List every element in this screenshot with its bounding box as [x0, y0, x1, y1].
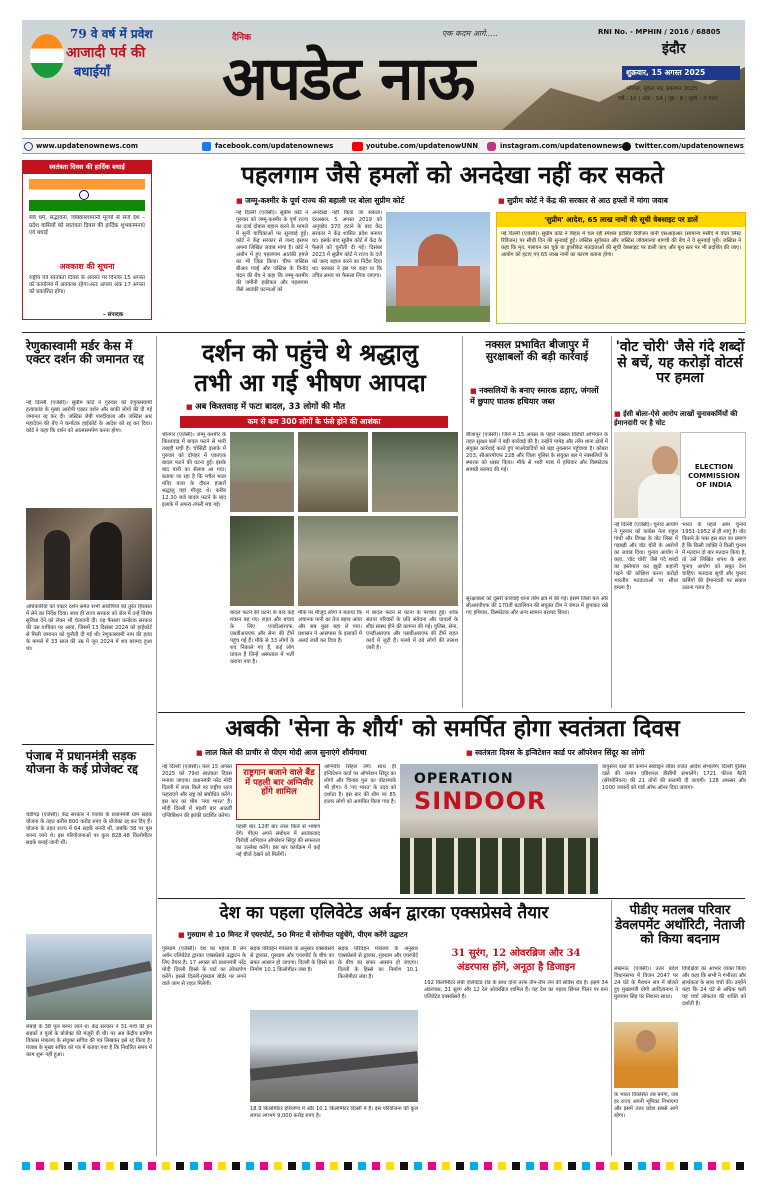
flag-image: [29, 179, 145, 211]
sindoor-subhead-1: ■ लाल किले की प्राचीर से पीएम मोदी आज सुनाएंगे शौर्यगाथा: [196, 748, 367, 757]
sindoor-text: SINDOOR: [414, 787, 547, 815]
sindoor-column-3: अग्निवीर सिंहल लेंगे। साथ ही इन्विटेशन कार्ड पर ऑपरेशन सिंदूर का लोगो और चिनाब पुल का वॉटरमार्क भी होगा। ये 'नए भारत' के उदय को दर्शाता है। इस बार की थीम पर 85 हजार लोगों को आमंत्रित किया गया है।: [324, 764, 396, 805]
agniveer-box-text: राष्ट्रगान बजाने वाले बैंड में पहली बार अग्निवीर होंगे शामिल: [243, 768, 315, 798]
yogi-photo: [614, 1022, 678, 1088]
greeting-header: स्वतंत्रता दिवस की हार्दिक बधाई: [23, 161, 151, 174]
dwarka-subhead-text: गुरुग्राम से 10 मिनट में एयरपोर्ट, 50 मिनट में सोनीपत पहुंचेंगे, पीएम करेंगे उद्घाटन: [187, 930, 408, 939]
naxal-body: बीजापुर (एजेंसी)। जिले में 15 अगस्त के पहले नक्सल विरोधी अभियान के तहत सुरक्षा बलों ने बड़ी कार्रवाई की है। उन्होंने पामेड़ और तर्रेम थाना क्षेत्रों में संयुक्त कार्रवाई करते हुए माओवादियों को बड़ा नुकसान पहुंचाया है। कोबरा 203, सीआरपीएफ 228 और जिला पुलिस के संयुक्त बल ने नक्सलियों के स्मारक को ध्वस्त किया। मौके से भारी मात्रा में हथियार और विस्फोटक सामग्री बरामद की गई।: [466, 432, 608, 473]
anniversary-badge: [30, 26, 170, 96]
votechori-column-1: नई दिल्ली (एजेंसी)। चुनाव आयोग ने गुरुवार को कांग्रेस नेता राहुल गांधी और विपक्ष के वोट लिस्ट में गड़बड़ी और वोट चोरी के आरोपों का जवाब दिया। चुनाव आयोग ने कहा, 'वोट चोरी' जैसे गंदे शब्दों का इस्तेमाल कर झूठी कहानी गढ़ने की कोशिश करना करोड़ों भारतीय मतदाताओं पर सीधा हमला है।: [614, 522, 678, 591]
naxal-bullet: ■ नक्सलियों के बनाए स्मारक ढहाए, जंगलों में छुपाए घातक हथियार जब्त: [470, 386, 599, 406]
divider-top: [22, 332, 745, 333]
operation-text: OPERATION: [414, 771, 514, 787]
disaster-headline-2: तभी आ गई भीषण आपदा: [194, 368, 426, 397]
punjab-body: चंडीगढ़ (एजेंसी)। केंद्र सरकार ने पंजाब के प्रधानमंत्री ग्राम सड़क योजना के तहत करीब 800 करोड़ रुपए के प्रोजेक्ट रद्द कर दिए हैं। योजना के तहत राज्य में 64 सड़कें बननी थीं, जबकि 38 पर पुल बनना जाने थे। इस परियोजनाओं पर कुल 828.48 किलोमीटर सड़कें बनाई जानी थीं।: [26, 812, 152, 846]
flood-photo-5: [298, 516, 458, 606]
dwarka-subhead: ■ गुरुग्राम से 10 मिनट में एयरपोर्ट, 50 मिनट में सोनीपत पहुंचेंगे, पीएम करेंगे उद्घाटन: [178, 930, 408, 939]
facebook-icon: [202, 142, 211, 151]
newspaper-title: अपडेट नाऊ: [222, 44, 475, 114]
city-name: इंदौर: [662, 41, 686, 57]
daink-label: दैनिक: [232, 33, 252, 43]
divider-vertical-mid: [462, 336, 463, 708]
votechori-headline: 'वोट चोरी' जैसे गंदे शब्दों से बचें, यह करोड़ों वोटर्स पर हमला: [615, 339, 745, 387]
pda-column-2: विपक्षियों का आभार व्यक्त किया और कहा कि सभी ने गंभीरता और सार्थकता के साथ चर्चा की। उन्होंने कहा कि 24 घंटे से अधिक चली यह चर्चा लोकतंत्र की शक्ति को दर्शाती है।: [682, 966, 746, 1007]
sindoor-subhead-2: ■ स्वतंत्रता दिवस के इन्विटेशन कार्ड पर ऑपरेशन सिंदूर का लोगो: [466, 748, 645, 757]
flood-water-1: [230, 482, 294, 512]
disaster-subhead: ■ अब किश्तवाड़ में फटा बादल, 33 लोगों की मौत: [186, 402, 346, 412]
divider-mid: [158, 712, 745, 713]
sindoor-column-2: पहली बार 12वीं बार लाल किले से भाषण देंगे। पीएम अपने संबोधन में आतंकवाद विरोधी अभियान ऑपरेशन सिंदूर की सफलता का उल्लेख करेंगे। इस बार कार्यक्रम में कई नई चीजें देखने को मिलेंगी।: [236, 824, 320, 858]
sindoor-subhead-1-text: लाल किले की प्राचीर से पीएम मोदी आज सुनाएंगे शौर्यगाथा: [205, 748, 367, 757]
votechori-subhead: ■ ईसी बोला-ऐसे आरोप लाखों चुनावकर्मियों की ईमानदारी पर है चोट: [614, 410, 738, 427]
flood-photo-4: [230, 516, 294, 606]
lead-subhead-2: ■ सुप्रीम कोर्ट ने केंद्र की सरकार से आठ हफ्तों में मांगा जवाब: [498, 196, 668, 205]
divider-left-1: [22, 744, 154, 745]
person-silhouette-2: [90, 522, 122, 600]
darshan-body-2: अधिकारियों को एक्टर दर्शन समेत सभी आरोपियों को तुरंत हिरासत में लेने का निर्देश दिया। साथ ही राज्य सरकार को जेल में उन्हें विशेष सुविधा देने को लेकर भी चेतावनी दी। यह फैसला कर्नाटक सरकार की उस याचिका पर आया, जिसमें 13 दिसंबर 2024 को हाईकोर्ट से मिली जमानत को चुनौती दी गई थी। रेणुकास्वामी नाम की हत्या के मामले में 33 साल की उम्र में जून 2024 में शव बरामद हुआ था।: [26, 604, 152, 652]
dwarka-column-1: गुरुग्राम (एजेंसी)। देश का पहला 8 लेन अर्बन एलिवेटेड द्वारका एक्सप्रेसवे उद्घाटन के लिए तैयार है। 17 अगस्त को प्रधानमंत्री नरेंद्र मोदी दिल्ली हिस्से के पार्ट का लोकार्पण करेंगे। इससे दिल्ली-गुरुग्राम बॉर्डर पर लगने वाले जाम से राहत मिलेगी।: [162, 946, 246, 987]
sir-box-body: नई दिल्ली (एजेंसी)। सुप्रीम कोर्ट ने बिहार में चल रही स्पेशल इंटेंसिव रिवीजन यानी एसआईआर (सामान्य मसौदे में वोटर लिस्ट रिविजन) पर सीधी दिन की सुनवाई हुई। जस्टिस सूर्यकांत और जस्टिस जॉयमाल्या बागची की बेंच ने ये सुनवाई पूरी। जस्टिस ने कहा कि मृत, पलायन कर चुके या डुप्लीकेट मतदाताओं की सूची वेबसाइट पर डाली जाए और बूथ स्तर पर भी प्रदर्शित की जाए। आयोग को हटाए गए 65 लाख नामों का कारण बताना होगा।: [501, 231, 741, 258]
expressway-photo: [250, 1010, 418, 1102]
rescue-people: [350, 556, 400, 586]
instagram-link[interactable]: instagram.com/updatenownews: [500, 142, 623, 150]
divider-vertical-lower: [611, 900, 612, 1156]
disaster-bar: कम से कम 300 लोगों के फंसे होने की आशंका: [180, 416, 448, 428]
sir-box-header: 'सुप्रीम' आदेश, 65 लाख नामों की सूची वेबसाइट पर डालें: [497, 213, 745, 227]
dwarka-subhead-2-line-2: अंडरपास होंगे, अनूठा है डिजाइन: [456, 962, 576, 973]
court-lawn: [386, 306, 490, 322]
punjab-headline: पंजाब में प्रधानमंत्री सड़क योजना के कई प्रोजेक्ट रद्द: [26, 749, 138, 777]
youtube-link[interactable]: youtube.com/updatenowUNN: [366, 142, 479, 150]
dwarka-column-2: सड़क परिवहन मंत्रालय के अनुसार एक्सप्रेसवे से द्वारका, गुरुग्राम और एयरपोर्ट के बीच का सफर आसान हो जाएगा। दिल्ली के हिस्से का निर्माण 10.1 किलोमीटर लंबा है।: [250, 946, 334, 973]
website-link[interactable]: www.updatenownews.com: [36, 142, 138, 150]
facebook-link[interactable]: facebook.com/updatenownews: [215, 142, 334, 150]
sir-box: [496, 212, 746, 324]
editor-sign: – संपादक: [103, 312, 124, 318]
disaster-headline-1: दर्शन को पहुंचे थे श्रद्धालु: [201, 338, 419, 367]
lead-column-1: नई दिल्ली (एजेंसी)। सुप्रीम कोर्ट ने गुरुवार को जम्मू-कश्मीर के पूर्ण राज्य का दर्जा दोबारा बहाल करने के मामले में सुनी याचिकाओं पर सुनवाई हुई। कोर्ट ने केंद्र सरकार से जल्द इसपर अपना लिखित जवाब मांगा है। कोर्ट ने अधीन में हुए पहलगाम आतंकी हमले का भी जिक्र किया। चीफ जस्टिस बीआर गवई और जस्टिस के विनोद चंद्रन की बेंच ने कहा कि जम्मू-कश्मीर की जमीनी हकीकत और पहलगाम जैसे आतंकी घटनाओं को: [236, 210, 308, 293]
ashoka-chakra-icon: [79, 190, 89, 200]
anniversary-line-3: बधाईयाँ: [74, 65, 111, 80]
pda-column-1: लखनऊ (एजेंसी)। उत्तर प्रदेश विधानसभा में विजन 2047 पर 24 घंटे के मैराथन सत्र में बोलते हुए मुख्यमंत्री योगी आदित्यनाथ ने मुलायम सिंह पर निशाना साधा।: [614, 966, 678, 1000]
divider-vertical-right: [611, 336, 612, 708]
flood-photo-2: [298, 432, 368, 512]
dwarka-column-2b: सड़क परिवहन मंत्रालय के अनुसार एक्सप्रेसवे से द्वारका, गुरुग्राम और एयरपोर्ट के बीच का सफर आसान हो जाएगा। दिल्ली के हिस्से का निर्माण 10.1 किलोमीटर लंबा है।: [338, 946, 418, 980]
tagline: एक कदम आगे.....: [442, 29, 499, 38]
operation-sindoor-photo: [400, 764, 598, 894]
supreme-court-photo: [386, 212, 490, 322]
naxal-body-2: सुरक्षाबलों को दूसरी कार्रवाई थाना तर्रेम क्षेत्र में की गई। इसमें जिला बल और सीआरपीएफ की 170वीं बटालियन की संयुक्त टीम ने जंगल में छुपाकर रखे गए हथियार, विस्फोटक और अन्य सामान बरामद किया।: [466, 596, 608, 616]
ec-sign-text: ELECTION COMMISSION OF INDIA: [688, 463, 740, 489]
votechori-subhead-text: ईसी बोला-ऐसे आरोप लाखों चुनावकर्मियों की ईमानदारी पर है चोट: [614, 410, 738, 427]
dwarka-headline: देश का पहला एलिवेटेड अर्बन द्वारका एक्सप्रेसवे तैयार: [219, 903, 549, 923]
naxal-bullet-text: नक्सलियों के बनाए स्मारक ढहाए, जंगलों में छुपाए घातक हथियार जब्त: [470, 386, 599, 406]
darshan-photo: [26, 508, 152, 600]
punjab-body-2: लंबाई के 38 पुल बनना जाने थे। केंद्र सरकार ने 31 मार्च की इन सड़कों व पुलों के प्रोजेक्ट की मंजूरी दी थी। पर अब केंद्रीय ग्रामीण विकास मंत्रालय के संयुक्त सचिव की पत्र लिखकर इसे रद्द किया है। पंजाब के मुख्य सचिव को पत्र में बताया गया है कि निर्धारित समय में काम शुरू नहीं हुआ।: [26, 1024, 152, 1058]
color-registration-bar: [22, 1162, 745, 1170]
sindoor-subhead-2-text: स्वतंत्रता दिवस के इन्विटेशन कार्ड पर ऑपरेशन सिंदूर का लोगो: [475, 748, 645, 757]
court-building: [396, 266, 480, 306]
flood-photo-3: [372, 432, 458, 512]
disaster-column-2: बादल फटने की घटना के बाद कई मकान बह गए। राहत और बचाव के लिए एनडीआरएफ, एसडीआरएफ और सेना की टीमें पहुंच गई हैं। मौके से 33 लोगों के शव निकाले गए हैं, कई लोग घायल हैं जिन्हें अस्पताल में भर्ती कराया गया है।: [230, 610, 294, 665]
holiday-body: राष्ट्रीय पर्व स्वतंत्रता दिवस के अवसर पर दिनांक 15 अगस्त को कार्यालय में अवकाश रहेगा।अतः अगला अंक 17 अगस्त को प्रकाशित होगा।: [29, 275, 145, 295]
flood-photo-1: [230, 432, 294, 512]
agniveer-box: [236, 764, 320, 820]
dwarka-subhead-2-line-1: 31 सुरंग, 12 ओवरब्रिज और 34: [451, 948, 581, 959]
youtube-icon: [352, 142, 363, 151]
darshan-body: नई दिल्ली (एजेंसी)। सुप्रीम कोर्ट ने गुरुवार को रेणुकास्वामी हत्याकांड के मुख्य आरोपी एक्टर दर्शन और बाकी लोगों की दी गई जमानत रद्द कर दी। जस्टिस जेबी पारदीवाला और जस्टिस आर महादेवन की बेंच ने कर्नाटक हाईकोर्ट के आदेश को रद्द कर दिया। कोर्ट ने कहा कि दर्शन को आत्मसमर्पण करना होगा।: [26, 400, 152, 434]
pda-column-3: के भारत विकसित तब बनेगा, जब हर राज्य अपनी भूमिका निभाएगा और इसमें उत्तर प्रदेश सबसे आगे रहेगा।: [614, 1092, 678, 1119]
twitter-link[interactable]: twitter.com/updatenownews: [635, 142, 744, 150]
sub-info: भोपाल, सूचना पत्र, प्रकाशन 2025: [626, 86, 698, 92]
ec-sign-board: [680, 432, 746, 518]
expressway-road: [250, 1051, 418, 1080]
lead-column-2: अनदेखा नहीं किया जा सकता। दरअसल, 5 अगस्त 2019 को अनुच्छेद 370 हटाने के बाद केंद्र सरकार ने केंद्र शासित प्रदेश बनाया था। इसके बाद सुप्रीम कोर्ट में केंद्र के फैसले को चुनौती दी गई। दिसंबर 2023 में सुप्रीम कोर्ट ने राज्य के दर्जे को जल्द बहाल करने का निर्देश दिया था। सरकार ने इस पर कहा था कि उचित समय पर फैसला लिया जाएगा।: [312, 210, 382, 279]
lead-subhead-1-text: जम्मू-कश्मीर के पूर्ण राज्य की बहाली पर बोला सुप्रीम कोर्ट: [245, 196, 405, 205]
disaster-column-3: मौके पर मौजूद लोगों ने बताया कि अचानक पानी का तेज बहाव आया और सब कुछ बहा ले गया। प्रशासन ने आसपास के इलाकों में अलर्ट जारी कर दिया है।: [298, 610, 362, 644]
yogi-head: [636, 1030, 656, 1052]
person-silhouette-1: [44, 530, 70, 600]
dwarka-column-3: 18.9 किलोमीटर हरियाणा में और 10.1 किलोमीटर दिल्ली में है। इस परियोजना की कुल लागत लगभग 9,000 करोड़ रुपए है।: [250, 1106, 418, 1119]
edition-info: वर्ष : 10 | अंक : 54 | पृष्ठ : 8 | मूल्य : 4 रुपए: [618, 96, 718, 102]
twitter-icon: [622, 142, 631, 151]
flag-emblem: [30, 34, 64, 78]
votechori-column-2: भारत के पहले आम चुनाव 1951-1952 से ही लागू है। वोट किसने के पास इस बात का प्रमाण है कि किसी व्यक्ति ने किसी चुनाव में मतदान दो बार मतदान किया है, तो उसे लिखित शपथ के साथ चुनाव आयोग को सबूत देना चाहिए। मतदाता सूची और चुनाव कर्मियों की ईमानदारी पर सवाल उठाना गलत है।: [682, 522, 746, 591]
flyover-shape: [26, 961, 151, 997]
lead-subhead-1: ■ जम्मू-कश्मीर के पूर्ण राज्य की बहाली पर बोला सुप्रीम कोर्ट: [236, 196, 405, 205]
lead-headline: पहलगाम जैसे हमलों को अनदेखा नहीं कर सकते: [241, 160, 664, 189]
social-bar: [22, 138, 745, 154]
divider-lower: [158, 898, 745, 899]
naxal-headline: नक्सल प्रभावित बीजापुर में सुरक्षाबलों की बड़ी कार्रवाई: [485, 339, 589, 363]
road-photo: [26, 934, 152, 1020]
soldiers-row: [400, 838, 598, 894]
person-head: [652, 446, 678, 476]
rni-number: RNI No. - MPHIN / 2016 / 68805: [598, 28, 721, 36]
greeting-body: सर्व धर्म, सद्भावना, धिक्कारशमानी मूल्यों से सजे देश – प्रदेश वासियों को स्वतंत्रता दिवस की हार्दिक शुभकामनाएं एवं बधाई: [29, 215, 145, 236]
pda-headline: पीडीए मतलब परिवार डेवलपमेंट अथॉरिटी, नेताजी को किया बदनाम: [615, 903, 745, 948]
lead-subhead-2-text: सुप्रीम कोर्ट ने केंद्र की सरकार से आठ हफ्तों में मांगा जवाब: [507, 196, 668, 205]
court-dome: [418, 234, 458, 268]
anniversary-line-1: 79 वे वर्ष में प्रवेश: [70, 27, 153, 41]
instagram-icon: [487, 142, 496, 151]
disaster-column-4: में बादल फटने से घटना के पश्चात हुई। शोक संतप्त परिवारों के प्रति संवेदना और घायलों के शीघ्र स्वस्थ होने की कामना की गई। पुलिस, सेना, एनडीआरएफ और एसडीआरएफ की टीमें राहत कार्य में जुटी हैं। मलबे में दबे लोगों की तलाश जारी है।: [366, 610, 458, 651]
anniversary-line-2: आजादी पर्व की: [66, 45, 146, 61]
disaster-subhead-text: अब किश्तवाड़ में फटा बादल, 33 लोगों की मौत: [195, 402, 346, 412]
divider-vertical-left: [156, 336, 157, 1156]
sindoor-column-4: वायुसेना दस्ते की कमान स्क्वाड्रन लीडर राजत आदेश संभालेंगे। दिल्ली पुलिस दस्ते की कमान एडिशनल डीसीपी संभालेंगे। 1721 फील्ड बैटरी (सेरेमोनियल) की 21 तोपों की सलामी दी जाएगी। 128 अफसर और 1000 जवानों को गार्ड ऑफ ऑनर दिया जाएगा।: [602, 764, 746, 791]
masthead: [22, 20, 745, 130]
sindoor-column-1: नई दिल्ली (एजेंसी)। कल 15 अगस्त 2025 को 79वां स्वतंत्रता दिवस मनाया जाएगा। प्रधानमंत्री नरेंद्र मोदी दिल्ली में लाल किले पर राष्ट्रीय ध्वज फहराएंगे और राष्ट्र को संबोधित करेंगे। इस बार का थीम 'नया भारत' है। मोदी दिल्ली में पहली बार आठवीं एग्जिबिशन की झांकी प्रदर्शित करेगा।: [162, 764, 232, 819]
sindoor-headline: अबकी 'सेना के शौर्य' को समर्पित होगा स्वतंत्रता दिवस: [225, 715, 680, 742]
dwarka-column-4: 192 किलोमीटर लंबी एलिवेटेड रोड के साथ दोनों तरफ तीन-तीन लेन की सर्विस रोड हैं। इसमें 34 अंडरपास, 31 सुरंग और 12 रेल ओवरब्रिज शामिल हैं। यह देश का पहला सिंगल पिलर पर बना एलिवेटेड एक्सप्रेसवे है।: [424, 980, 608, 1000]
darshan-headline: रेणुकास्वामी मर्डर केस में एक्टर दर्शन की जमानत रद्द: [26, 339, 144, 367]
date: शुक्रवार, 15 अगस्त 2025: [626, 68, 706, 77]
disaster-column-1: श्रीनगर (एजेंसी)। जम्मू कश्मीर के किश्तवाड़ में बादल फटने से भारी तबाही मची है। चोसिटी इलाके में गुरुवार को दोपहर में एकाएक बादल फटने की घटना हुई। इसके बाद पानी का सैलाब आ गया। बताया जा रहा है कि मचैल माता मंदिर यात्रा के दौरान हजारों श्रद्धालु यहां मौजूद थे। करीब 12.30 बजे बादल फटने के बाद इलाके में अफरा-तफरी मच गई।: [162, 432, 226, 508]
holiday-header: अवकाश की सूचना: [59, 262, 115, 271]
globe-icon: [24, 142, 33, 151]
greeting-box: [22, 160, 152, 320]
